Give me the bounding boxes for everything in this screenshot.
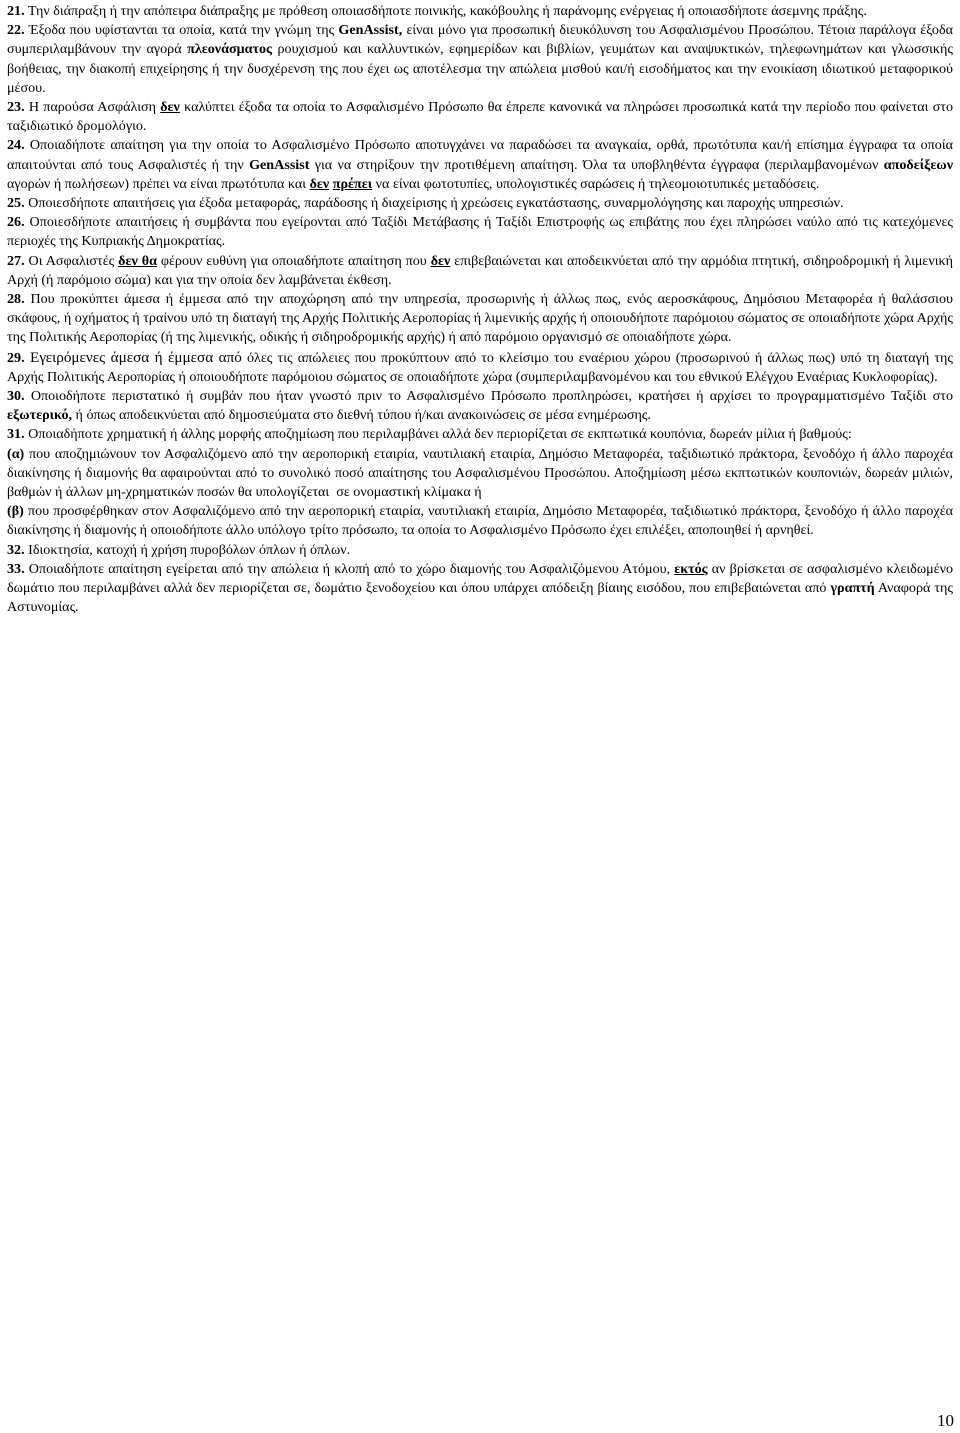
clause-text: Οι Ασφαλιστές [24, 252, 119, 269]
clause-text: Έξοδα που υφίστανται τα οποία, κατά την γνώμη της [24, 22, 339, 39]
clause-text: που αποζημιώνουν τον Ασφαλιζόμενο από την αεροπορική εταιρία, ναυτιλιακή εταιρία, Δημόσιο Μεταφορέα, ταξιδιωτικό πράκτορα, ξενοδόχο ή άλλο παροχέα διακίνησης ή διαμονής θα αφαιρούνται από το συνολικό ποσό απαίτησης του Ασφαλισμένου Προσώπου. Αποζημίωση μέσω εκπτωτικών κουπονιών, δωρεάν μιλιών, βαθμών ή άλλων μη-χρηματικών ποσών θα υπολογίζεται σε ονομαστική κλίμακα ή [7, 445, 953, 501]
clause-text: δεν [430, 252, 451, 269]
clause-text: Την διάπραξη ή την απόπειρα διάπραξης με πρόθεση οποιασδήποτε ποινικής, κακόβουλης ή παράνομης ενέργειας ή οποιασδήποτε άσεμνης πράξης. [24, 3, 867, 19]
clause-number: 29. [7, 349, 25, 366]
clause-text: δεν [309, 175, 330, 192]
clause-paragraph [7, 21, 953, 98]
clause-number: (α) [7, 445, 25, 462]
clause-text: GenAssist, [338, 22, 403, 39]
clause-number: 24. [7, 137, 25, 154]
clause-text: πρέπει [332, 175, 373, 192]
clause-number: 31. [7, 426, 25, 443]
clause-paragraph [7, 445, 953, 503]
clause-number: (β) [7, 503, 24, 520]
clause-text: φέρουν ευθύνη για οποιαδήποτε απαίτηση που [156, 252, 431, 269]
clause-number: 22. [7, 22, 25, 39]
clause-text: δεν [160, 99, 180, 116]
clause-number: 26. [7, 214, 25, 231]
clause-number: 30. [7, 388, 25, 405]
clause-paragraph [7, 2, 953, 21]
clause-paragraph [7, 290, 953, 348]
clause-text: αγορών ή πωλήσεων) πρέπει να είναι πρωτότυπα και [7, 175, 310, 192]
clause-paragraph [7, 425, 953, 444]
clause-number: 25. [7, 195, 25, 212]
clause-text: Η παρούσα Ασφάλιση [24, 99, 161, 116]
clause-number: 23. [7, 99, 25, 116]
clause-paragraph [7, 136, 953, 194]
clause-number: 33. [7, 560, 25, 577]
clause-paragraph [7, 560, 953, 618]
clause-text: για να στηρίξουν την προτιθέμενη απαίτηση. Όλα τα υποβληθέντα έγγραφα (περιλαμβανομένων [309, 156, 884, 173]
clause-text: να είναι φωτοτυπίες, υπολογιστικές σαρώσεις ή τηλεομοιοτυπικές μεταδόσεις. [372, 175, 820, 192]
clause-text: εκτός [674, 560, 708, 577]
page-number: 10 [937, 1411, 954, 1430]
clause-number: 27. [7, 252, 25, 269]
clause-text: επιβεβαιώνεται και αποδεικνύεται από την αρμόδια πτητική, σιδηροδρομική ή λιμενική Αρχή (ή παρόμοιο σώμα) και για την οποία δεν λαμβάνεται έκθεση. [7, 252, 953, 288]
clause-number: 28. [7, 291, 25, 308]
clause-text: Οποιαδήποτε απαίτηση για την οποία το Ασφαλισμένο Πρόσωπο αποτυγχάνει να παραδώσει τα αναγκαία, ορθά, πρωτότυπα και/ή επίσημα έγγραφα τα οποία απαιτούνται από τους Ασφαλιστές ή την [7, 137, 953, 173]
clause-paragraph [7, 541, 953, 560]
clause-text: Αναφορά της Αστυνομίας. [7, 580, 953, 616]
clause-text: όλες τις απώλειες που προκύπτουν από το κλείσιμο του εναέριου χώρου (προσωρινού ή άλλως πως) υπό τη διαταγή της Αρχής Πολιτικής Αεροπορίας ή οποιουδήποτε παρόμοιου σώματος σε οποιαδήποτε χώρα (συμπεριλαμβανομένου και του εθνικού Ελέγχου Εναέριας Κυκλοφορίας). [7, 349, 953, 385]
clause-text: εξωτερικό, [7, 407, 73, 424]
clause-text: πλεονάσματος [187, 41, 272, 58]
clause-text: GenAssist [249, 156, 310, 173]
clause-text: καλύπτει έξοδα τα οποία το Ασφαλισμένο Πρόσωπο θα έπρεπε κανονικά να πληρώσει προσωπικά κατά την περίοδο που φαίνεται στο ταξιδιωτικό δρομολόγιο. [7, 99, 954, 135]
clause-paragraph [7, 348, 953, 387]
document-body [7, 2, 953, 618]
clause-text: αν βρίσκεται σε ασφαλισμένο κλειδωμένο δωμάτιο που περιλαμβάνει αλλά δεν περιορίζεται σε, δωμάτιο ξενοδοχείου και όπου υπάρχει απόδειξη βίαιης εισόδου, που επιβεβαιώνεται από [7, 560, 953, 597]
clause-text: δεν θα [118, 252, 157, 269]
clause-text: Που προκύπτει άμεσα ή έμμεσα από την αποχώρηση από την υπηρεσία, προσωρινής ή άλλως πως, ενός αεροσκάφους, Δημόσιου Μεταφορέα ή θαλάσσιου σκάφους, ή οχήματος ή τραίνου υπό τη διαταγή της Αρχής Πολιτικής Αεροπορίας ή λιμενικής αρχής ή οποιουδήποτε παρόμοιου σώματος σε οποιαδήποτε χώρα Αρχής της Πολιτικής Αεροπορίας (ή της λιμενικής, οδικής ή σιδηροδρομικής αρχής) ή από παρόμοιο οργανισμό σε οποιαδήποτε χώρα. [7, 291, 953, 346]
clause-text: Οποιοδήποτε περιστατικό ή συμβάν που ήταν γνωστό πριν το Ασφαλισμένο Πρόσωπο προπληρώσει, κρατήσει ή αρχίσει το προγραμματισμένο Ταξίδι στο [24, 388, 953, 405]
clause-paragraph [7, 252, 953, 290]
clause-text: Οποιαδήποτε χρηματική ή άλλης μορφής αποζημίωση που περιλαμβάνει αλλά δεν περιορίζεται σε εκπτωτικά κουπόνια, δωρεάν μίλια ή βαθμούς: [24, 426, 852, 443]
clause-text: ρουχισμού και καλλυντικών, εφημερίδων και βιβλίων, γευμάτων και αναψυκτικών, τηλεφωνημάτων και γλωσσικής βοήθειας, την διακοπή επιχείρησης ή την δυσχέρενση της που έχει ως αποτέλεσμα την απώλεια μισθού και/ή εισοδήματος και την ενοικίαση ιδιωτικού μεταφορικού μέσου. [7, 41, 953, 96]
clause-text: αποδείξεων [883, 156, 953, 173]
clause-paragraph [7, 502, 953, 540]
clause-number: 32. [7, 541, 25, 558]
clause-number: 21. [7, 3, 25, 19]
clause-paragraph [7, 194, 953, 213]
clause-paragraph [7, 213, 953, 251]
clause-text: ή όπως αποδεικνύεται από δημοσιεύματα στο διεθνή τύπου ή/και ανακοινώσεις σε μέσα ενημέρωσης. [72, 407, 651, 424]
clause-paragraph [7, 98, 953, 136]
clause-text: γραπτή [830, 580, 875, 597]
clause-text: που προσφέρθηκαν στον Ασφαλιζόμενο από την αεροπορική εταιρία, ναυτιλιακή εταιρία, Δημόσιο Μεταφορέα, ταξιδιωτικό πράκτορα, ξενοδόχο ή άλλο παροχέα διακίνησης ή διαμονής ή οποιοδήποτε άλλο υπόλογο τρίτο πρόσωπο, τα οποία το Ασφαλισμένο Πρόσωπο έχει επιλέξει, αποποιηθεί ή αρνηθεί. [7, 503, 953, 539]
clause-text: Οποιεσδήποτε απαιτήσεις για έξοδα μεταφοράς, παράδοσης ή διαχείρισης ή χρεώσεις εγκατάστασης, συναρμολόγησης και παροχής υπηρεσιών. [24, 195, 844, 212]
clause-text: Οποιεσδήποτε απαιτήσεις ή συμβάντα που εγείρονται από Ταξίδι Μετάβασης ή Ταξίδι Επιστροφής ως επιβάτης που έχει πληρώσει ναύλο από τις κατεχόμενες περιοχές της Κυπριακής Δημοκρατίας. [7, 214, 953, 250]
clause-text: Ιδιοκτησία, κατοχή ή χρήση πυροβόλων όπλων ή όπλων. [24, 541, 351, 558]
clause-text: είναι μόνο για προσωπική διευκόλυνση του Ασφαλισμένου Προσώπου. Τέτοια παράλογα έξοδα συμπεριλαμβάνουν την αγορά [7, 22, 953, 58]
clause-paragraph [7, 387, 953, 425]
clause-text: Οποιαδήποτε απαίτηση εγείρεται από την απώλεια ή κλοπή από το χώρο διαμονής του Ασφαλιζόμενου Ατόμου, [24, 560, 675, 577]
clause-text: Εγειρόμενες άμεσα ή έμμεσα από [24, 348, 242, 366]
